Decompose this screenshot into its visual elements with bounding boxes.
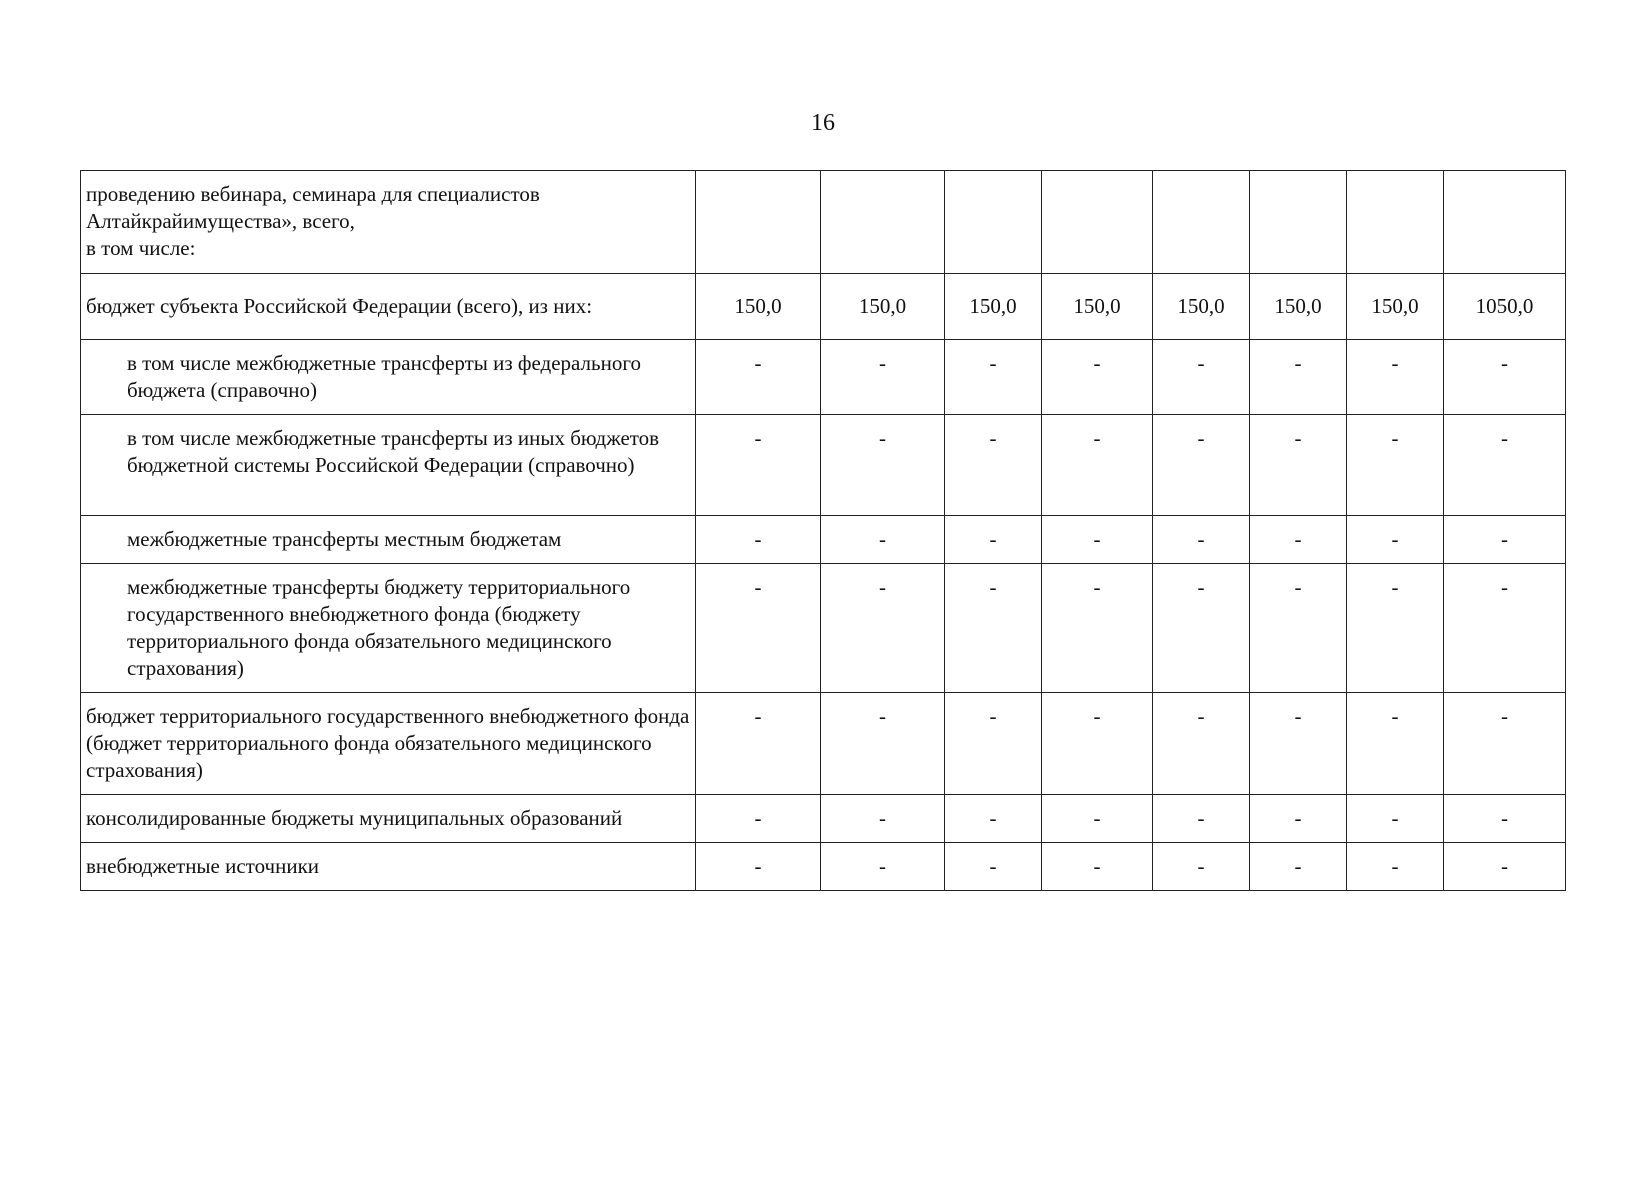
value-cell: 150,0 (1153, 274, 1250, 340)
value-cell: 150,0 (696, 274, 821, 340)
value-cell: - (821, 516, 945, 564)
table-row (81, 843, 1566, 891)
value-cell: - (1153, 516, 1250, 564)
value-cell: - (1042, 415, 1153, 516)
value-cell: 1050,0 (1444, 274, 1566, 340)
value-cell (1347, 171, 1444, 274)
budget-table (80, 170, 1566, 891)
table-row (81, 171, 1566, 274)
value-cell: - (945, 415, 1042, 516)
value-cell: - (821, 564, 945, 693)
value-cell: - (696, 693, 821, 795)
row-label (81, 171, 696, 274)
value-cell: - (1042, 564, 1153, 693)
value-cell: - (821, 693, 945, 795)
value-cell: - (1042, 795, 1153, 843)
value-cell: - (696, 340, 821, 415)
value-cell: - (696, 564, 821, 693)
value-cell (1042, 171, 1153, 274)
value-cell: - (1250, 843, 1347, 891)
value-cell: - (1153, 843, 1250, 891)
row-label: в том числе межбюджетные трансферты из федерального бюджета (справочно) (81, 340, 696, 415)
value-cell: - (1250, 795, 1347, 843)
value-cell: - (1347, 795, 1444, 843)
value-cell: - (1153, 693, 1250, 795)
value-cell: - (1153, 795, 1250, 843)
value-cell (1444, 171, 1566, 274)
value-cell: - (1042, 516, 1153, 564)
value-cell: - (1153, 415, 1250, 516)
row-label: консолидированные бюджеты муниципальных образований (81, 795, 696, 843)
value-cell: - (1444, 564, 1566, 693)
value-cell: - (1153, 340, 1250, 415)
table-row (81, 340, 1566, 415)
value-cell: - (1347, 843, 1444, 891)
value-cell: 150,0 (945, 274, 1042, 340)
value-cell: - (696, 795, 821, 843)
row-label: внебюджетные источники (81, 843, 696, 891)
value-cell: - (1444, 693, 1566, 795)
value-cell: 150,0 (821, 274, 945, 340)
value-cell: - (945, 340, 1042, 415)
value-cell: - (945, 843, 1042, 891)
row-label: в том числе межбюджетные трансферты из иных бюджетов бюджетной системы Российской Федерации (справочно) (81, 415, 696, 516)
value-cell: - (821, 795, 945, 843)
value-cell (1153, 171, 1250, 274)
value-cell: - (1250, 516, 1347, 564)
value-cell: - (1250, 340, 1347, 415)
row-label: межбюджетные трансферты местным бюджетам (81, 516, 696, 564)
row-label: бюджет территориального государственного внебюджетного фонда (бюджет территориального фонда обязательного медицинского страхования) (81, 693, 696, 795)
value-cell: - (696, 516, 821, 564)
value-cell: - (696, 843, 821, 891)
page-number: 16 (811, 110, 835, 136)
table-row (81, 516, 1566, 564)
value-cell (821, 171, 945, 274)
value-cell: - (821, 843, 945, 891)
table-row (81, 693, 1566, 795)
table-row (81, 795, 1566, 843)
row-label: бюджет субъекта Российской Федерации (всего), из них: (81, 274, 696, 340)
value-cell: 150,0 (1042, 274, 1153, 340)
value-cell: - (945, 693, 1042, 795)
value-cell: - (945, 516, 1042, 564)
value-cell: - (1444, 415, 1566, 516)
value-cell: - (1153, 564, 1250, 693)
value-cell: 150,0 (1347, 274, 1444, 340)
table-row (81, 274, 1566, 340)
value-cell: - (1347, 516, 1444, 564)
value-cell: - (1250, 415, 1347, 516)
value-cell: - (1444, 843, 1566, 891)
value-cell: - (696, 415, 821, 516)
table-row (81, 564, 1566, 693)
value-cell: - (821, 340, 945, 415)
value-cell: - (1444, 516, 1566, 564)
value-cell (945, 171, 1042, 274)
value-cell: - (1042, 843, 1153, 891)
row-label-text: проведению вебинара, семинара для специалистов Алтайкрайимущества», всего, в том числе: (86, 182, 540, 260)
value-cell (696, 171, 821, 274)
value-cell: - (1444, 795, 1566, 843)
value-cell: 150,0 (1250, 274, 1347, 340)
value-cell: - (1042, 693, 1153, 795)
value-cell: - (1347, 340, 1444, 415)
value-cell: - (945, 564, 1042, 693)
value-cell: - (1042, 340, 1153, 415)
table-row (81, 415, 1566, 516)
value-cell: - (1444, 340, 1566, 415)
value-cell: - (1250, 693, 1347, 795)
value-cell: - (1347, 693, 1444, 795)
value-cell: - (821, 415, 945, 516)
value-cell: - (1250, 564, 1347, 693)
value-cell (1250, 171, 1347, 274)
value-cell: - (945, 795, 1042, 843)
row-label: межбюджетные трансферты бюджету территориального государственного внебюджетного фонда (бюджету территориального фонда обязательного медицинского страхования) (81, 564, 696, 693)
value-cell: - (1347, 564, 1444, 693)
value-cell: - (1347, 415, 1444, 516)
